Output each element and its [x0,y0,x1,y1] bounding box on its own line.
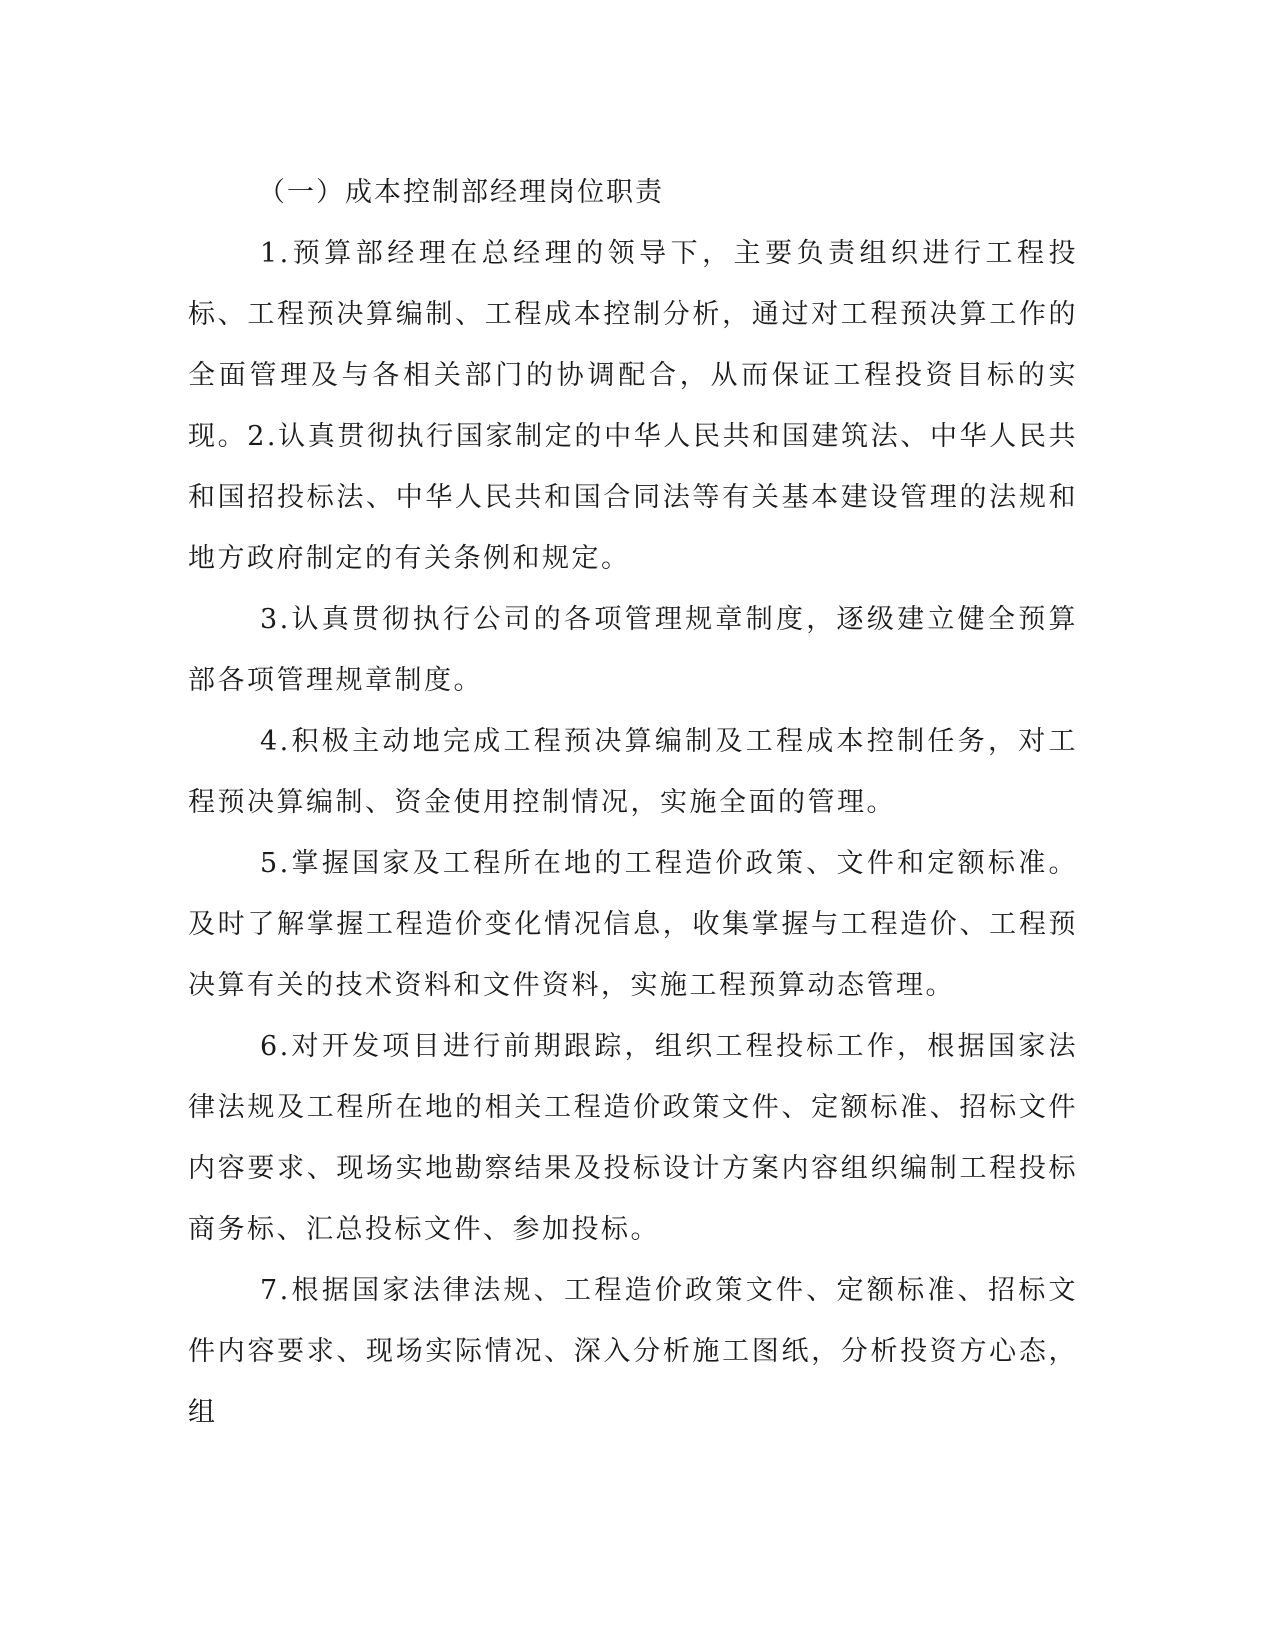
duty-paragraph-7: 7.根据国家法律法规、工程造价政策文件、定额标准、招标文件内容要求、现场实际情况、深入分析施工图纸，分析投资方心态，组 [188,1275,1078,1428]
document-body [188,163,1078,1443]
section-heading: （一）成本控制部经理岗位职责 [258,177,664,208]
duty-paragraph-6: 6.对开发项目进行前期跟踪，组织工程投标工作，根据国家法律法规及工程所在地的相关工程造价政策文件、定额标准、招标文件内容要求、现场实地勘察结果及投标设计方案内容组织编制工程投标商务标、汇总投标文件、参加投标。 [188,1031,1078,1245]
duty-paragraph-1-2: 1.预算部经理在总经理的领导下，主要负责组织进行工程投标、工程预决算编制、工程成本控制分析，通过对工程预决算工作的全面管理及与各相关部门的协调配合，从而保证工程投资目标的实现。2.认真贯彻执行国家制定的中华人民共和国建筑法、中华人民共和国招投标法、中华人民共和国合同法等有关基本建设管理的法规和地方政府制定的有关条例和规定。 [188,238,1078,574]
duty-paragraph-4: 4.积极主动地完成工程预决算编制及工程成本控制任务，对工程预决算编制、资金使用控制情况，实施全面的管理。 [188,726,1078,818]
duty-paragraph-5: 5.掌握国家及工程所在地的工程造价政策、文件和定额标准。及时了解掌握工程造价变化情况信息，收集掌握与工程造价、工程预决算有关的技术资料和文件资料，实施工程预算动态管理。 [188,848,1078,1001]
duty-paragraph-3: 3.认真贯彻执行公司的各项管理规章制度，逐级建立健全预算部各项管理规章制度。 [188,604,1078,696]
